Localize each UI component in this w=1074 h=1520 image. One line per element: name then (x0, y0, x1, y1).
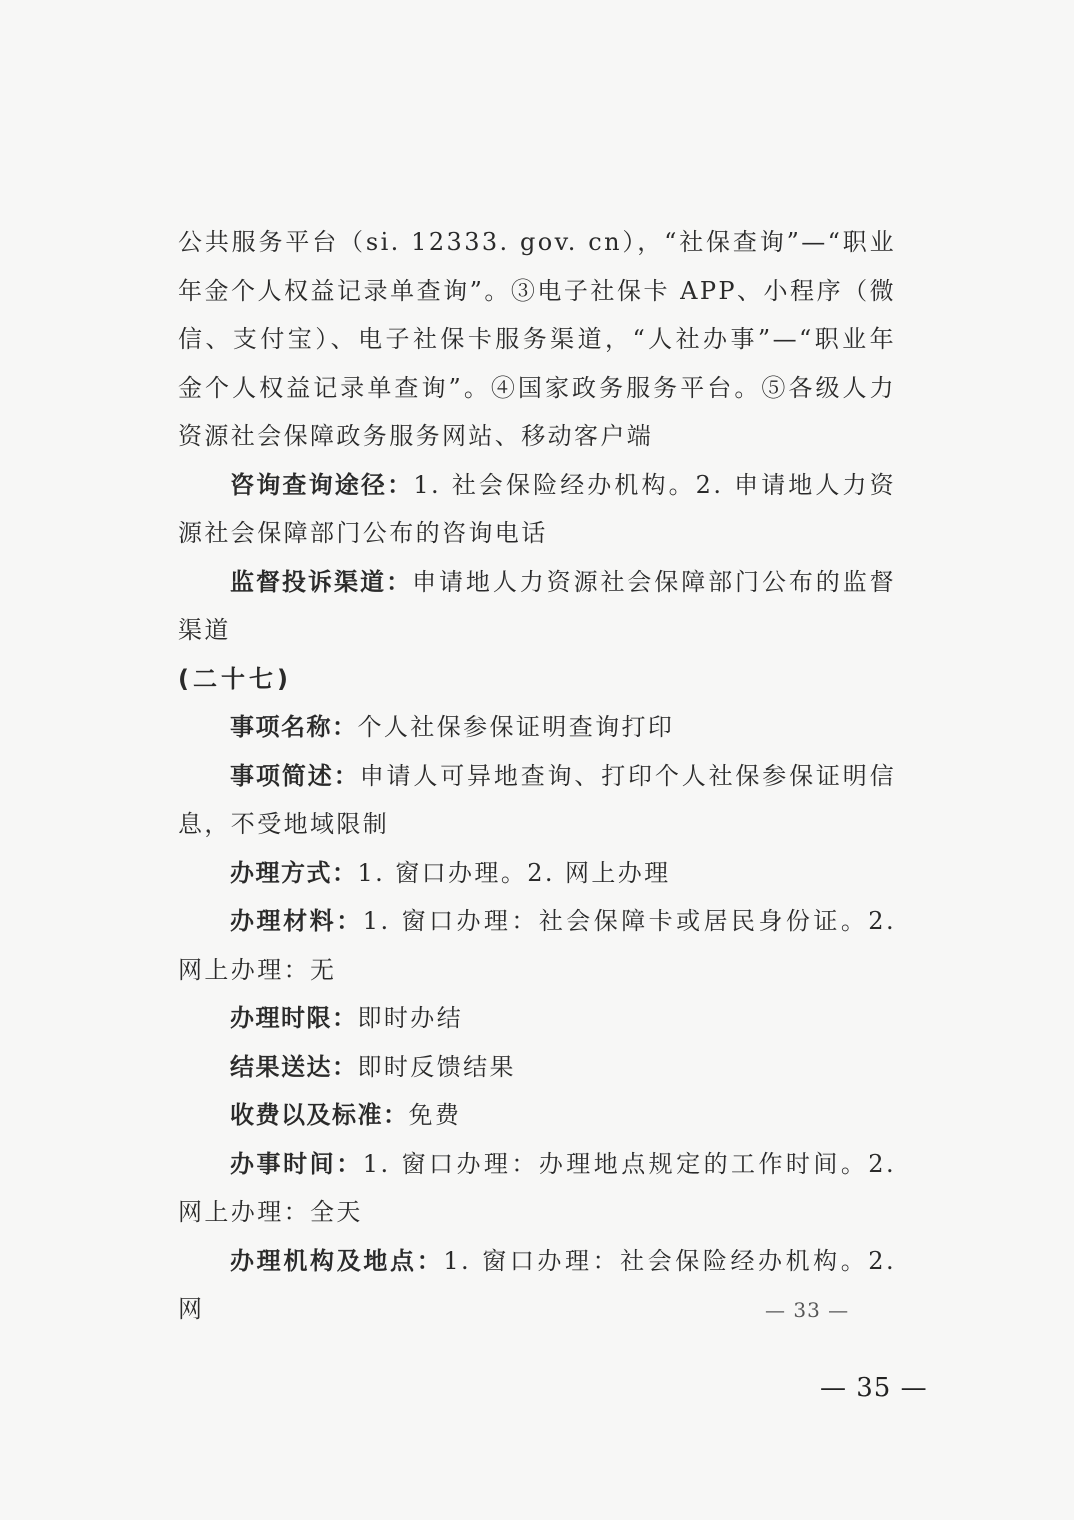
inner-page-number: — 33 — (765, 1298, 850, 1322)
item-name-value: 个人社保参保证明查询打印 (357, 713, 675, 741)
location-label: 办理机构及地点： (230, 1246, 444, 1275)
supervise-channel-value: 申请地人力资源社会保障部门公布的监督渠道 (178, 567, 897, 644)
delivery-label: 结果送达： (230, 1052, 358, 1081)
time-limit-value: 即时办结 (357, 1004, 464, 1032)
method-value: 1. 窗口办理。2. 网上办理 (357, 858, 671, 887)
item-desc-value: 申请人可异地查询、打印个人社保参保证明信息，不受地域限制 (178, 761, 896, 838)
method-paragraph (178, 849, 896, 898)
section-heading: (二十七) (178, 664, 292, 693)
materials-value: 1. 窗口办理：社会保障卡或居民身份证。2. 网上办理：无 (178, 907, 896, 984)
materials-label: 办理材料： (230, 907, 363, 935)
consult-channel-label: 咨询查询途径： (230, 470, 414, 499)
item-name-paragraph (178, 703, 896, 752)
materials-paragraph (178, 897, 896, 994)
item-desc-paragraph (178, 752, 896, 849)
delivery-value: 即时反馈结果 (357, 1052, 516, 1081)
supervise-channel-paragraph (178, 558, 896, 655)
time-limit-label: 办理时限： (230, 1004, 358, 1032)
time-limit-paragraph (178, 994, 896, 1043)
consult-channel-paragraph (178, 461, 896, 558)
item-name-label: 事项名称： (230, 713, 358, 741)
location-value: 1. 窗口办理：社会保险经办机构。2. 网 (178, 1246, 897, 1323)
continuation-paragraph: 公共服务平台（si. 12333. gov. cn），“社保查询”—“职业年金个人权益记录单查询”。③电子社保卡 APP、小程序（微信、支付宝）、电子社保卡服务渠道，“人社办事”—“职业年金个人权益记录单查询”。④国家政务服务平台。⑤各级人力资源社会保障政务服务网站、移动客户端 (178, 228, 896, 450)
document-body (178, 218, 896, 1334)
fee-paragraph (178, 1091, 896, 1140)
fee-label: 收费以及标准： (230, 1101, 409, 1129)
outer-page-number: — 35 — (820, 1373, 928, 1403)
item-desc-label: 事项简述： (230, 761, 360, 790)
supervise-channel-label: 监督投诉渠道： (230, 567, 413, 596)
delivery-paragraph (178, 1043, 896, 1092)
consult-channel-value: 1. 社会保险经办机构。2. 申请地人力资源社会保障部门公布的咨询电话 (178, 470, 896, 547)
office-hours-value: 1. 窗口办理：办理地点规定的工作时间。2. 网上办理：全天 (178, 1149, 896, 1226)
office-hours-paragraph (178, 1140, 896, 1237)
method-label: 办理方式： (230, 858, 358, 887)
fee-value: 免费 (408, 1101, 462, 1129)
office-hours-label: 办事时间： (230, 1149, 363, 1178)
